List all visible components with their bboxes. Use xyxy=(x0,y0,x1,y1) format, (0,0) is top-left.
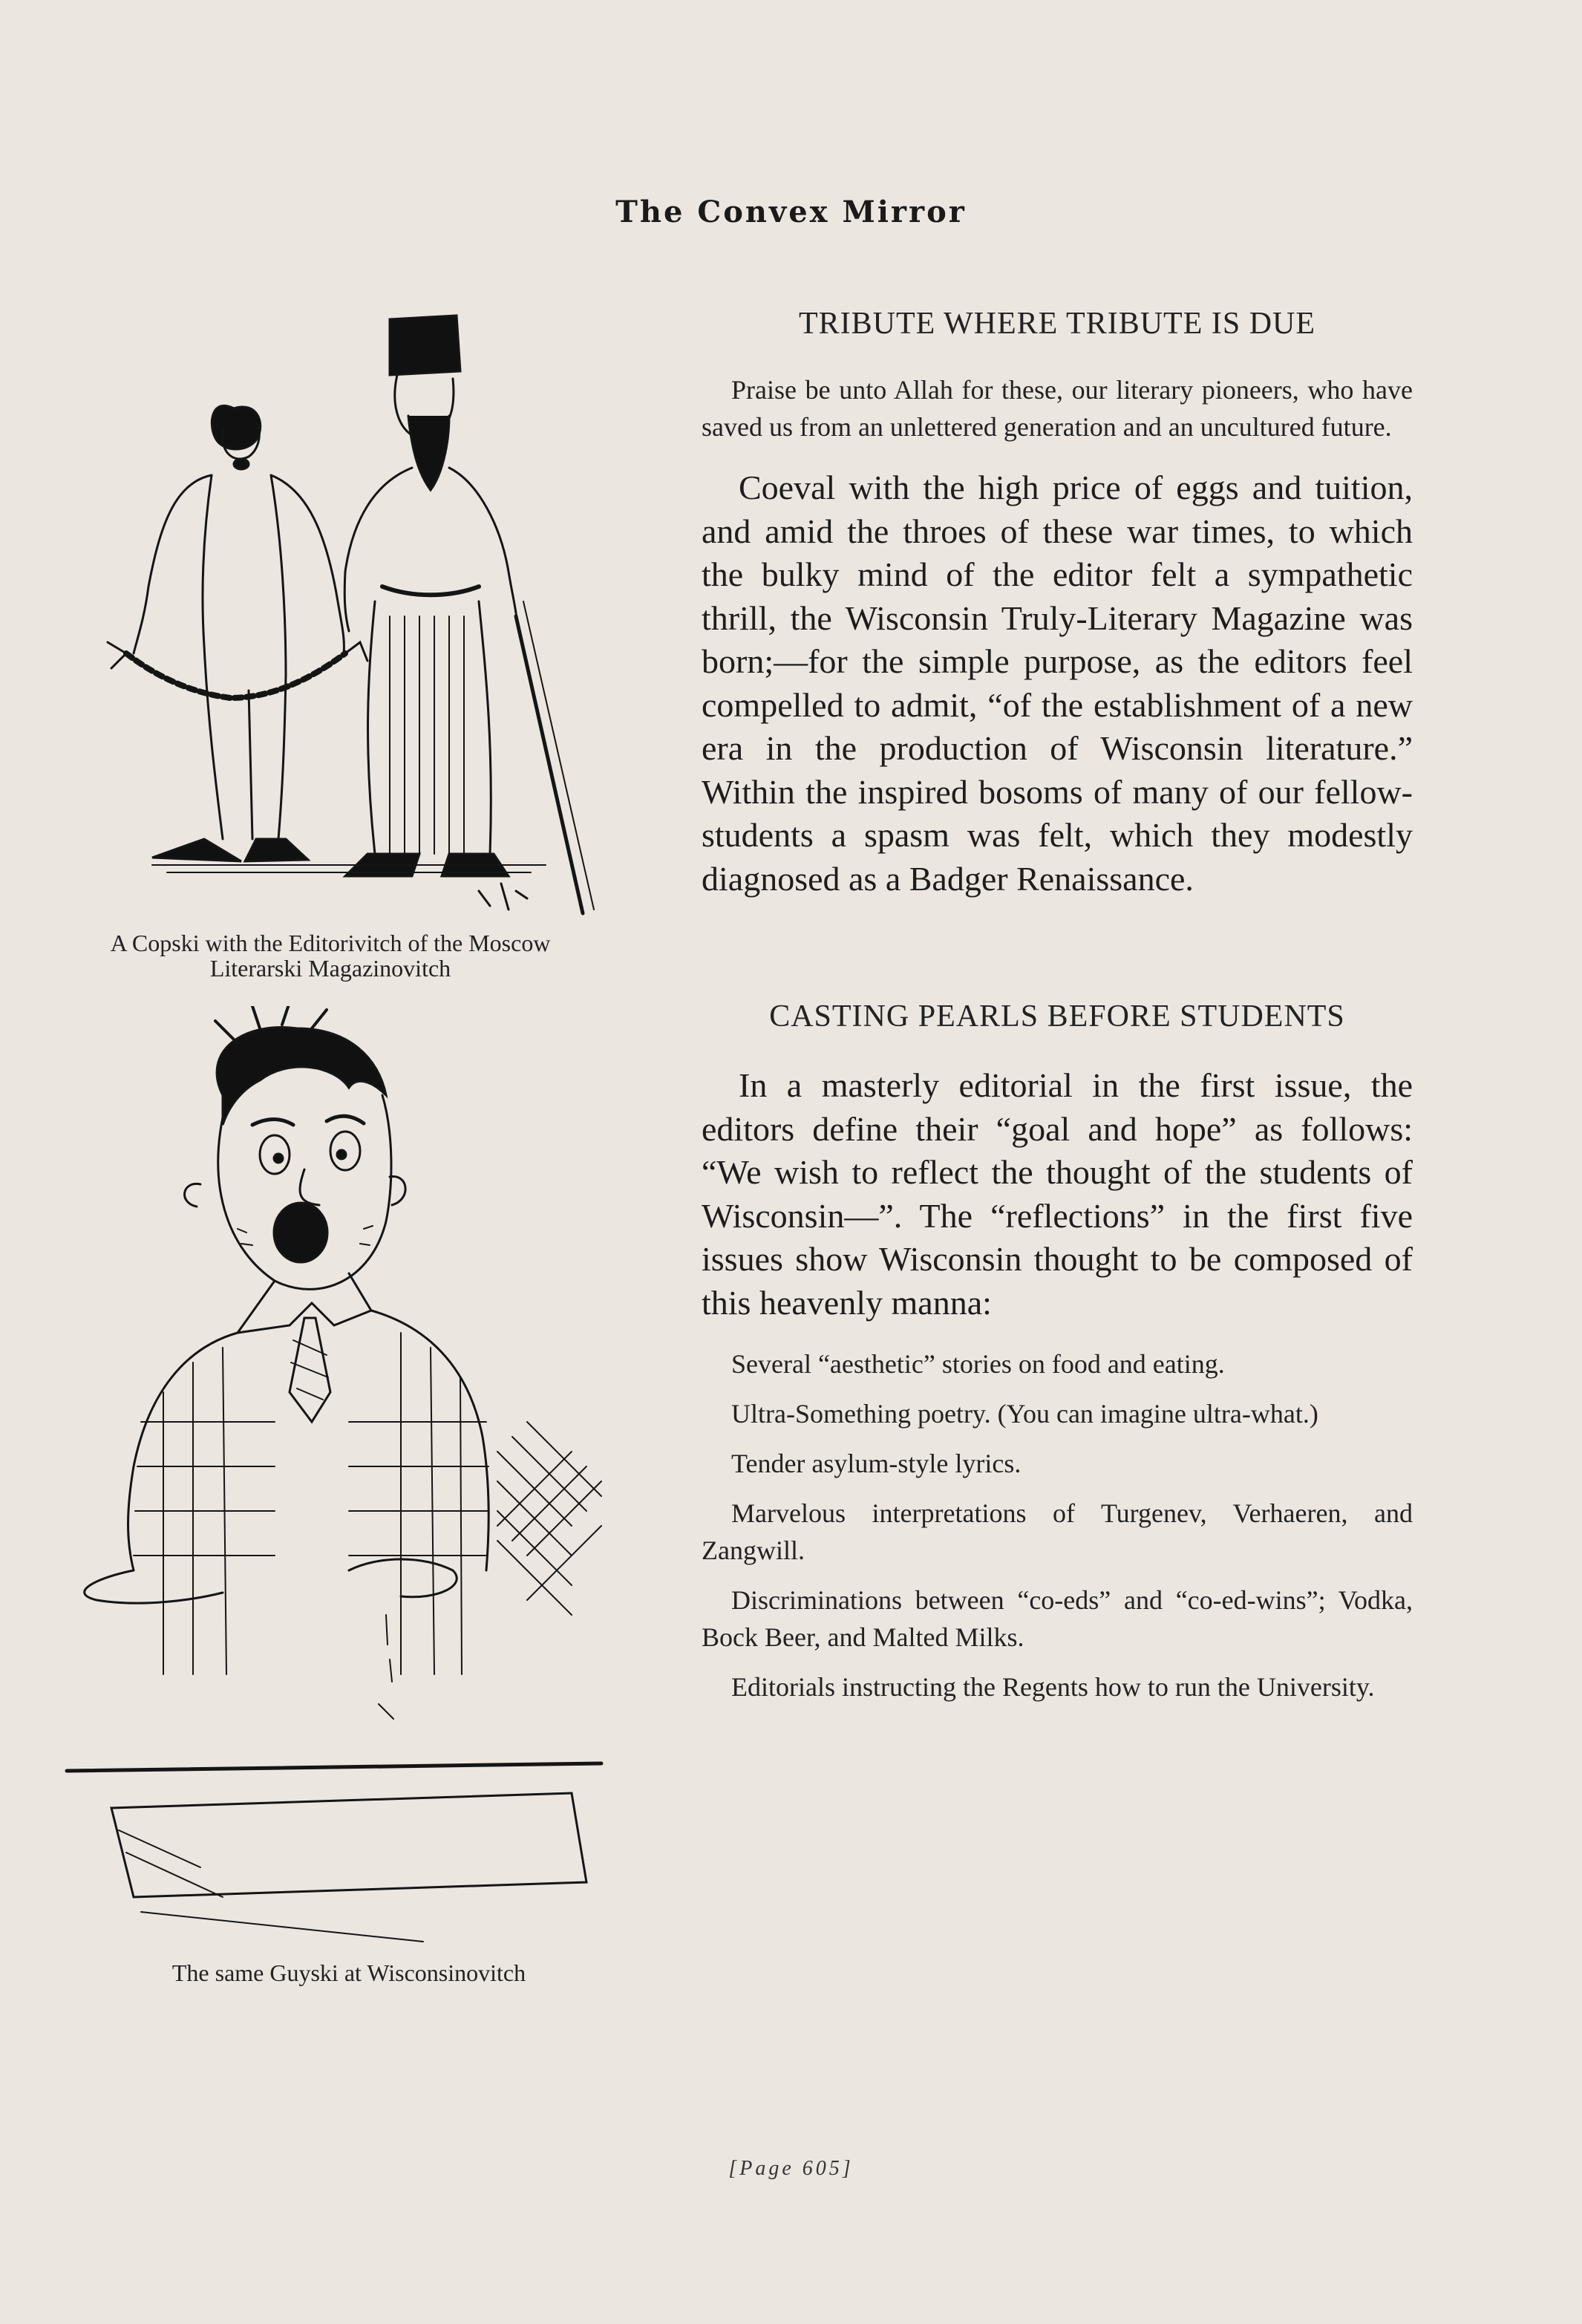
list-item: Ultra-Something poetry. (You can imagine ultra-what.) xyxy=(731,1399,1318,1429)
figure-2-caption: The same Guyski at Wisconsinovitch xyxy=(171,1959,526,1986)
figure-1-caption xyxy=(45,930,616,981)
page-running-title: The Convex Mirror xyxy=(615,195,967,229)
illustration-shouting-student xyxy=(52,1006,646,1956)
section-2-body: In a masterly editorial in the first issue, the editors define their “goal and hope” as follows: “We wish to reflect the thought of the students of Wisconsin—”. The “reflections” in the first five issues show Wisconsin thought to be composed of this heavenly manna: xyxy=(702,1066,1413,1322)
figure-1-caption-line-2: Literarski Magazinovitch xyxy=(209,955,451,982)
section-1-lead: Praise be unto Allah for these, our literary pioneers, who have saved us from an unlettered generation and an uncultured future. xyxy=(702,375,1413,442)
list-item: Marvelous interpretations of Turgenev, Verhaeren, and Zangwill. xyxy=(702,1498,1413,1565)
manna-list xyxy=(702,1345,1413,1706)
illustration-copski-and-editor xyxy=(63,304,605,921)
list-item: Tender asylum-style lyrics. xyxy=(731,1449,1022,1478)
page-number: [Page 605] xyxy=(728,2157,854,2180)
list-item: Discriminations between “co-eds” and “co-ed-wins”; Vodka, Bock Beer, and Malted Milks. xyxy=(702,1585,1413,1652)
section-2-heading: CASTING PEARLS BEFORE STUDENTS xyxy=(769,999,1345,1034)
article-column xyxy=(702,306,1413,1718)
list-item: Several “aesthetic” stories on food and eating. xyxy=(731,1349,1225,1379)
section-1-body: Coeval with the high price of eggs and tuition, and amid the throes of these war times, to which the bulky mind of the editor felt a sympathetic thrill, the Wisconsin Truly-Literary Magazine was born;—for the simple purpose, as the editors feel compelled to admit, “of the establishment of a new era in the production of Wisconsin literature.” Within the inspired bosoms of many of our fellow-students a spasm was felt, which they modestly diagnosed as a Badger Renaissance. xyxy=(702,469,1413,898)
section-1-heading: TRIBUTE WHERE TRIBUTE IS DUE xyxy=(798,307,1316,341)
figure-1-caption-line-1: A Copski with the Editorivitch of the Moscow xyxy=(110,930,551,956)
list-item: Editorials instructing the Regents how to run the University. xyxy=(731,1672,1375,1702)
